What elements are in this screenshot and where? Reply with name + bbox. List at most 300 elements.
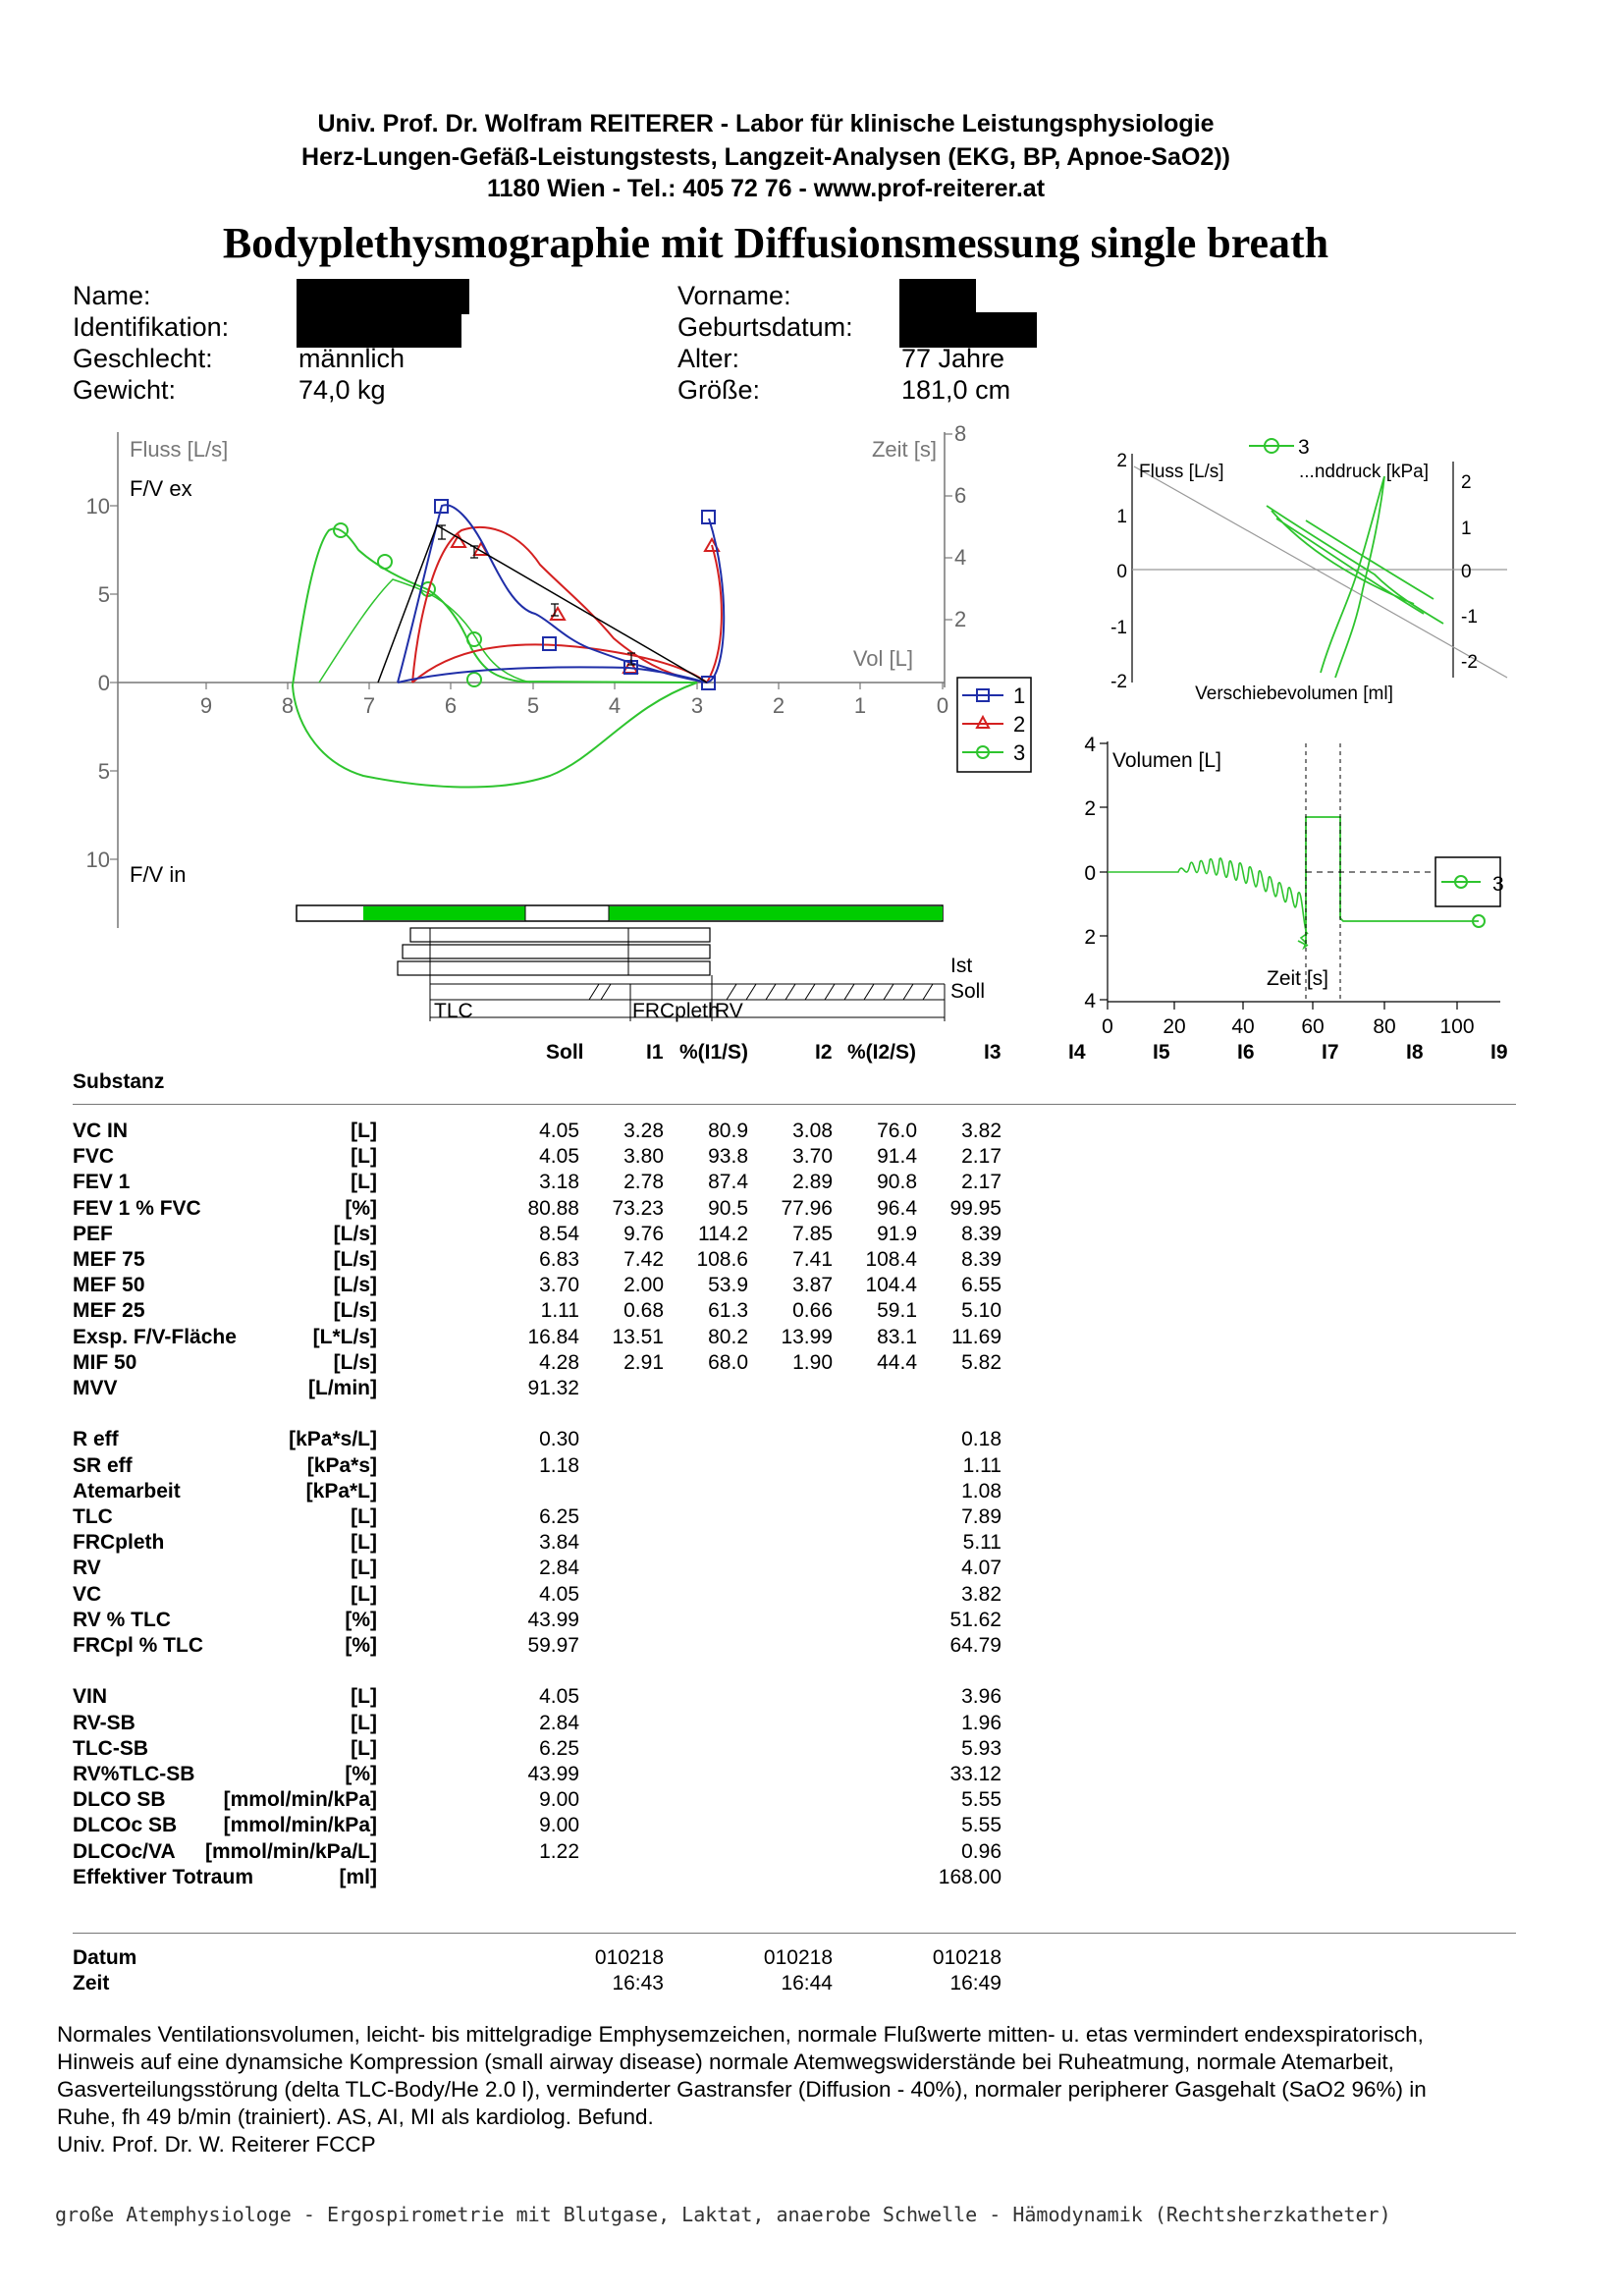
table-row (73, 1326, 1055, 1351)
row-value: 3.70 (539, 1274, 579, 1297)
fv-ttick-4: 4 (954, 545, 967, 570)
loop-lt-1: 1 (1116, 507, 1127, 527)
table-row (73, 1299, 1055, 1325)
table-row (73, 1274, 1055, 1299)
sex-value: männlich (298, 344, 406, 373)
row-value: 77.96 (781, 1196, 833, 1220)
row-value: 59.1 (877, 1299, 917, 1323)
fv-series-1-marker (702, 511, 715, 523)
row-value: 0.68 (623, 1299, 664, 1323)
col-i8: I8 (1406, 1041, 1424, 1064)
findings-comment (57, 2021, 1589, 2159)
col-i4: I4 (1068, 1041, 1086, 1064)
row-value: 2.17 (961, 1171, 1001, 1194)
row-parameter: DLCOc SB (73, 1814, 178, 1837)
row-value: 2.00 (623, 1274, 664, 1297)
row-parameter: TLC (73, 1505, 113, 1528)
row-value: 90.5 (708, 1196, 748, 1220)
row-value: 4.05 (539, 1145, 579, 1169)
row-unit: [kPa*L] (305, 1479, 377, 1503)
row-value: 2.84 (539, 1557, 579, 1580)
fv-series-2-marker (551, 608, 565, 620)
row-unit: [L] (351, 1711, 377, 1734)
loop-series-3-curve (1267, 476, 1443, 678)
comment-line: Hinweis auf eine dynamsiche Kompression (small airway disease) normale Atemwegswiderstände bei Ruheatmung, normale Atemarbeit, (57, 2050, 1394, 2074)
row-unit: [L/s] (333, 1248, 377, 1271)
footer-label: Datum (73, 1946, 137, 1969)
row-value: 108.6 (696, 1248, 748, 1271)
row-unit: [mmol/min/kPa/L] (204, 1839, 377, 1863)
vol-xtick-20: 20 (1163, 1015, 1186, 1038)
table-row (73, 1557, 1055, 1582)
footer-value: 16:44 (781, 1972, 833, 1995)
row-value: 59.97 (527, 1634, 579, 1657)
row-value: 91.9 (877, 1222, 917, 1245)
row-value: 13.51 (612, 1325, 664, 1348)
row-value: 2.91 (623, 1350, 664, 1374)
row-unit: [L/s] (333, 1222, 377, 1245)
row-value: 1.11 (962, 1453, 1001, 1477)
fv-ex-label: F/V ex (130, 476, 192, 501)
row-value: 96.4 (877, 1196, 917, 1220)
vol-ytick-4b: 4 (1084, 990, 1096, 1012)
row-value: 3.96 (961, 1685, 1001, 1709)
height-value: 181,0 cm (901, 375, 1011, 405)
comment-line: Gasverteilungsstörung (delta TLC-Body/He 2.0 l), verminderter Gastransfer (Diffusion - 40%), normaler peripherer Gasgehalt (SaO2 96%) in (57, 2077, 1427, 2102)
table-row (73, 1120, 1055, 1145)
row-unit: [L/s] (333, 1350, 377, 1374)
row-value: 43.99 (527, 1763, 579, 1785)
row-value: 3.82 (961, 1120, 1001, 1142)
bar-label-rv: RV (715, 1000, 743, 1022)
id-label: Identifikation: (73, 312, 230, 342)
row-value: 9.00 (539, 1788, 579, 1812)
fv-xtick-3: 3 (690, 693, 704, 718)
row-value: 44.4 (877, 1350, 917, 1374)
table-row (73, 1609, 1055, 1634)
row-parameter: FEV 1 (73, 1171, 131, 1194)
row-unit: [%] (345, 1634, 377, 1657)
row-unit: [L] (351, 1505, 377, 1528)
row-value: 13.99 (781, 1325, 833, 1348)
row-parameter: VC (73, 1582, 102, 1606)
row-value: 1.90 (792, 1350, 833, 1374)
row-value: 5.93 (961, 1736, 1001, 1760)
comment-line: Ruhe, fh 49 b/min (trainiert). AS, AI, MI als kardiolog. Befund. (57, 2105, 654, 2129)
weight-value: 74,0 kg (298, 375, 386, 405)
row-parameter: RV-SB (73, 1711, 135, 1734)
lab-address: 1180 Wien - Tel.: 405 72 76 - www.prof-reiterer.at (486, 175, 1046, 202)
vol-ytick-0: 0 (1084, 862, 1096, 885)
fv-vol-label: Vol [L] (852, 646, 913, 671)
fv-ytick-5b: 5 (97, 759, 110, 784)
loop-rt-m2: -2 (1461, 652, 1478, 673)
vol-series-3-curve (1108, 858, 1308, 948)
col-i7: I7 (1322, 1041, 1339, 1064)
lab-services: Herz-Lungen-Gefäß-Leistungstests, Langzeit-Analysen (EKG, BP, Apnoe-SaO2)) (301, 143, 1230, 171)
fv-ttick-8: 8 (954, 421, 967, 446)
row-parameter: RV%TLC-SB (73, 1763, 195, 1785)
row-value: 168.00 (938, 1865, 1001, 1888)
height-label: Größe: (677, 375, 761, 405)
row-value: 3.84 (539, 1531, 579, 1555)
row-unit: [mmol/min/kPa] (223, 1814, 377, 1837)
table-row (73, 1145, 1055, 1171)
row-value: 3.28 (623, 1120, 664, 1142)
fv-ytick-0: 0 (97, 671, 110, 695)
row-unit: [%] (345, 1763, 377, 1785)
row-unit: [ml] (339, 1865, 377, 1888)
table-row (73, 1351, 1055, 1377)
row-value: 0.96 (961, 1839, 1001, 1863)
fv-series-1-marker (543, 637, 556, 650)
row-value: 1.22 (539, 1839, 579, 1863)
row-value: 8.54 (539, 1222, 579, 1245)
row-value: 4.07 (961, 1557, 1001, 1580)
loop-pressure-label: ...nddruck [kPa] (1298, 462, 1429, 482)
row-value: 108.4 (865, 1248, 917, 1271)
loop-lt-0: 0 (1116, 562, 1127, 582)
row-parameter: VIN (73, 1685, 108, 1709)
fv-legend-2: 2 (1013, 712, 1026, 737)
loop-rt-0: 0 (1461, 562, 1472, 582)
fv-ytick-10: 10 (85, 494, 110, 519)
fv-in-label: F/V in (130, 862, 187, 887)
fv-ytick-5: 5 (97, 582, 110, 607)
row-parameter: RV % TLC (73, 1608, 171, 1631)
row-value: 5.11 (962, 1531, 1001, 1555)
row-value: 0.18 (961, 1428, 1001, 1451)
col-i5: I5 (1153, 1041, 1170, 1064)
fv-xtick-7: 7 (362, 693, 376, 718)
footer-value: 010218 (594, 1946, 664, 1969)
row-value: 90.8 (877, 1171, 917, 1194)
table-row (73, 1788, 1055, 1814)
row-parameter: MEF 50 (73, 1274, 145, 1297)
fv-xtick-1: 1 (853, 693, 867, 718)
bar-label-ist: Ist (950, 955, 973, 977)
row-value: 80.2 (708, 1325, 748, 1348)
row-value: 53.9 (708, 1274, 748, 1297)
row-value: 6.55 (961, 1274, 1001, 1297)
col-p1: %(I1/S) (679, 1041, 749, 1064)
table-row (73, 1505, 1055, 1531)
report-title: Bodyplethysmographie mit Diffusionsmessung single breath (222, 219, 1329, 267)
row-value: 3.70 (792, 1145, 833, 1169)
table-row (73, 1583, 1055, 1609)
row-parameter: PEF (73, 1222, 113, 1245)
row-value: 1.18 (539, 1453, 579, 1477)
table-row (73, 1428, 1055, 1453)
name-label: Name: (73, 281, 151, 310)
row-unit: [L] (351, 1736, 377, 1760)
row-value: 7.41 (792, 1248, 833, 1271)
row-value: 4.05 (539, 1685, 579, 1709)
footer-value: 16:49 (949, 1972, 1001, 1995)
row-value: 6.83 (539, 1248, 579, 1271)
row-parameter: MIF 50 (73, 1350, 137, 1374)
fv-predicted-curve (378, 525, 707, 683)
row-parameter: RV (73, 1557, 101, 1580)
table-row (73, 1814, 1055, 1839)
row-value: 93.8 (708, 1145, 748, 1169)
row-value: 7.42 (623, 1248, 664, 1271)
fv-xtick-9: 9 (199, 693, 213, 718)
row-parameter: R eff (73, 1428, 119, 1451)
row-value: 1.08 (961, 1479, 1001, 1503)
col-i9: I9 (1490, 1041, 1508, 1064)
firstname-label: Vorname: (677, 281, 791, 310)
dob-label: Geburtsdatum: (677, 312, 853, 342)
age-value: 77 Jahre (901, 344, 1005, 373)
comment-signature: Univ. Prof. Dr. W. Reiterer FCCP (57, 2132, 376, 2157)
row-value: 68.0 (708, 1350, 748, 1374)
row-value: 4.05 (539, 1120, 579, 1142)
table-divider-top (73, 1104, 1516, 1105)
row-parameter: FEV 1 % FVC (73, 1196, 201, 1220)
row-unit: [L] (351, 1531, 377, 1555)
row-value: 11.69 (951, 1325, 1001, 1348)
fv-ttick-2: 2 (954, 607, 967, 631)
row-value: 2.84 (539, 1711, 579, 1734)
row-unit: [L/s] (333, 1299, 377, 1323)
row-unit: [L*L/s] (312, 1325, 377, 1348)
loop-rt-2: 2 (1461, 472, 1472, 493)
row-value: 83.1 (877, 1325, 917, 1348)
row-value: 80.9 (708, 1120, 748, 1142)
bar-label-soll: Soll (950, 980, 986, 1003)
fv-ttick-6: 6 (954, 483, 967, 508)
volume-bar-green-1 (363, 906, 525, 920)
table-row (73, 1763, 1055, 1788)
table-row (73, 1377, 1055, 1402)
row-parameter: MEF 25 (73, 1299, 145, 1323)
row-value: 16.84 (527, 1325, 579, 1348)
row-value: 7.89 (961, 1505, 1001, 1528)
row-unit: [L] (351, 1582, 377, 1606)
flow-volume-chart (0, 0, 1624, 1041)
row-unit: [L] (351, 1171, 377, 1194)
lab-name: Univ. Prof. Dr. Wolfram REITERER - Labor für klinische Leistungsphysiologie (317, 110, 1215, 137)
fv-legend-1: 1 (1013, 683, 1026, 708)
row-value: 9.76 (623, 1222, 664, 1245)
row-unit: [L/min] (308, 1377, 377, 1399)
table-row (73, 1454, 1055, 1480)
row-value: 6.25 (539, 1736, 579, 1760)
row-value: 43.99 (527, 1608, 579, 1631)
vol-ytick-4: 4 (1084, 734, 1096, 756)
row-parameter: DLCOc/VA (73, 1839, 176, 1863)
row-value: 5.82 (961, 1350, 1001, 1374)
row-value: 1.96 (961, 1711, 1001, 1734)
row-value: 7.85 (792, 1222, 833, 1245)
loop-lt-2: 2 (1116, 451, 1127, 471)
row-value: 2.78 (623, 1171, 664, 1194)
loop-rt-m1: -1 (1461, 607, 1478, 628)
table-row (73, 1737, 1055, 1763)
loop-lt-m1: -1 (1110, 618, 1127, 638)
col-i3: I3 (984, 1041, 1001, 1064)
row-value: 61.3 (708, 1299, 748, 1323)
row-value: 8.39 (961, 1222, 1001, 1245)
footer-value: 16:43 (612, 1972, 664, 1995)
row-parameter: FRCpleth (73, 1531, 165, 1555)
row-unit: [%] (345, 1608, 377, 1631)
fv-series-3-marker (378, 555, 392, 569)
row-parameter: MEF 75 (73, 1248, 145, 1271)
row-unit: [mmol/min/kPa] (223, 1788, 377, 1812)
fv-xtick-0: 0 (936, 693, 949, 718)
row-value: 5.55 (961, 1814, 1001, 1837)
row-value: 2.17 (961, 1145, 1001, 1169)
loop-x-label: Verschiebevolumen [ml] (1195, 683, 1393, 704)
row-value: 3.08 (792, 1120, 833, 1142)
row-value: 51.62 (949, 1608, 1001, 1631)
row-unit: [L] (351, 1557, 377, 1580)
table-divider-bottom (73, 1933, 1516, 1934)
table-row (73, 1840, 1055, 1866)
bar-label-tlc: TLC (434, 1000, 473, 1022)
row-value: 73.23 (612, 1196, 664, 1220)
footer-row (73, 1972, 1055, 1997)
row-value: 8.39 (961, 1248, 1001, 1271)
row-value: 2.89 (792, 1171, 833, 1194)
vol-xtick-0: 0 (1102, 1015, 1113, 1038)
table-row (73, 1634, 1055, 1660)
table-row (73, 1866, 1055, 1891)
row-parameter: VC IN (73, 1120, 129, 1142)
loop-legend: 3 (1298, 436, 1310, 459)
substanz-label: Substanz (73, 1070, 165, 1093)
age-label: Alter: (677, 344, 740, 373)
row-value: 64.79 (949, 1634, 1001, 1657)
row-value: 91.4 (877, 1145, 917, 1169)
bar-label-frc: FRCpleth (632, 1000, 720, 1022)
table-row (73, 1171, 1055, 1196)
vol-ytick-2: 2 (1084, 797, 1096, 820)
fv-xtick-2: 2 (772, 693, 785, 718)
row-value: 5.10 (961, 1299, 1001, 1323)
row-parameter: Exsp. F/V-Fläche (73, 1325, 237, 1348)
footer-row (73, 1946, 1055, 1972)
row-parameter: MVV (73, 1377, 118, 1399)
weight-label: Gewicht: (73, 375, 177, 405)
loop-lt-m2: -2 (1110, 672, 1127, 692)
table-row (73, 1480, 1055, 1505)
fv-series-3-marker (467, 673, 481, 686)
row-unit: [L] (351, 1685, 377, 1709)
volume-bar-green-2 (609, 906, 943, 920)
vol-y-label: Volumen [L] (1112, 749, 1221, 772)
volume-bars (297, 905, 945, 1021)
row-value: 87.4 (708, 1171, 748, 1194)
fv-xtick-4: 4 (608, 693, 622, 718)
vol-xtick-60: 60 (1301, 1015, 1325, 1038)
row-parameter: FVC (73, 1145, 114, 1169)
fv-xtick-5: 5 (526, 693, 540, 718)
fv-x-ticks (206, 683, 943, 689)
row-value: 5.55 (961, 1788, 1001, 1812)
row-unit: [L] (351, 1145, 377, 1169)
fv-series-2-curve (412, 527, 722, 683)
fv-ytick-10b: 10 (85, 847, 110, 872)
row-value: 6.25 (539, 1505, 579, 1528)
vol-legend-label: 3 (1492, 873, 1504, 896)
row-value: 114.2 (698, 1222, 748, 1245)
vol-ytick-2b: 2 (1084, 926, 1096, 949)
row-value: 99.95 (949, 1196, 1001, 1220)
loop-flow-label: Fluss [L/s] (1139, 462, 1224, 482)
table-row (73, 1248, 1055, 1274)
row-value: 9.00 (539, 1814, 579, 1837)
table-row (73, 1685, 1055, 1711)
fv-y-ticks (110, 434, 952, 859)
row-value: 4.05 (539, 1582, 579, 1606)
row-parameter: FRCpl % TLC (73, 1634, 203, 1657)
row-value: 4.28 (539, 1350, 579, 1374)
row-value: 0.30 (539, 1428, 579, 1451)
row-value: 80.88 (527, 1196, 579, 1220)
col-soll: Soll (546, 1041, 584, 1064)
fv-legend-3: 3 (1013, 740, 1026, 765)
row-unit: [%] (345, 1196, 377, 1220)
table-row (73, 1197, 1055, 1223)
footer-value: 010218 (932, 1946, 1001, 1969)
loop-reference-line (1134, 466, 1507, 678)
row-value: 3.18 (539, 1171, 579, 1194)
fv-flow-label: Fluss [L/s] (130, 437, 229, 462)
table-row (73, 1223, 1055, 1248)
col-p2: %(I2/S) (847, 1041, 917, 1064)
fv-xtick-8: 8 (281, 693, 295, 718)
row-unit: [kPa*s] (306, 1453, 377, 1477)
row-parameter: SR eff (73, 1453, 133, 1477)
col-i1: I1 (646, 1041, 664, 1064)
row-value: 104.4 (865, 1274, 917, 1297)
row-unit: [L/s] (333, 1274, 377, 1297)
row-unit: [kPa*s/L] (289, 1428, 377, 1451)
footer-note: große Atemphysiologe - Ergospirometrie mit Blutgase, Laktat, anaerobe Schwelle - Hämodynamik (Rechtsherzkatheter) (55, 2203, 1391, 2226)
table-row (73, 1712, 1055, 1737)
row-value: 1.11 (540, 1299, 579, 1323)
row-unit: [L] (351, 1120, 377, 1142)
row-value: 33.12 (949, 1763, 1001, 1785)
fv-time-label: Zeit [s] (871, 437, 937, 462)
vol-xtick-80: 80 (1373, 1015, 1396, 1038)
vol-xtick-40: 40 (1231, 1015, 1255, 1038)
row-parameter: Atemarbeit (73, 1479, 181, 1503)
row-value: 3.87 (792, 1274, 833, 1297)
vol-xtick-100: 100 (1439, 1015, 1475, 1038)
row-parameter: TLC-SB (73, 1736, 148, 1760)
row-value: 76.0 (877, 1120, 917, 1142)
table-row (73, 1531, 1055, 1557)
col-i6: I6 (1237, 1041, 1255, 1064)
col-i2: I2 (815, 1041, 833, 1064)
row-value: 3.82 (961, 1582, 1001, 1606)
row-value: 3.80 (623, 1145, 664, 1169)
row-parameter: Effektiver Totraum (73, 1865, 253, 1888)
footer-label: Zeit (73, 1972, 110, 1995)
footer-value: 010218 (763, 1946, 833, 1969)
vol-x-label: Zeit [s] (1267, 967, 1329, 990)
fv-xtick-6: 6 (444, 693, 458, 718)
row-value: 0.66 (792, 1299, 833, 1323)
row-value: 91.32 (527, 1377, 579, 1399)
comment-line: Normales Ventilationsvolumen, leicht- bis mittelgradige Emphysemzeichen, normale Flußwerte mitten- u. etas vermindert endexspiratorisch, (57, 2022, 1424, 2047)
sex-label: Geschlecht: (73, 344, 213, 373)
loop-rt-1: 1 (1461, 519, 1472, 539)
